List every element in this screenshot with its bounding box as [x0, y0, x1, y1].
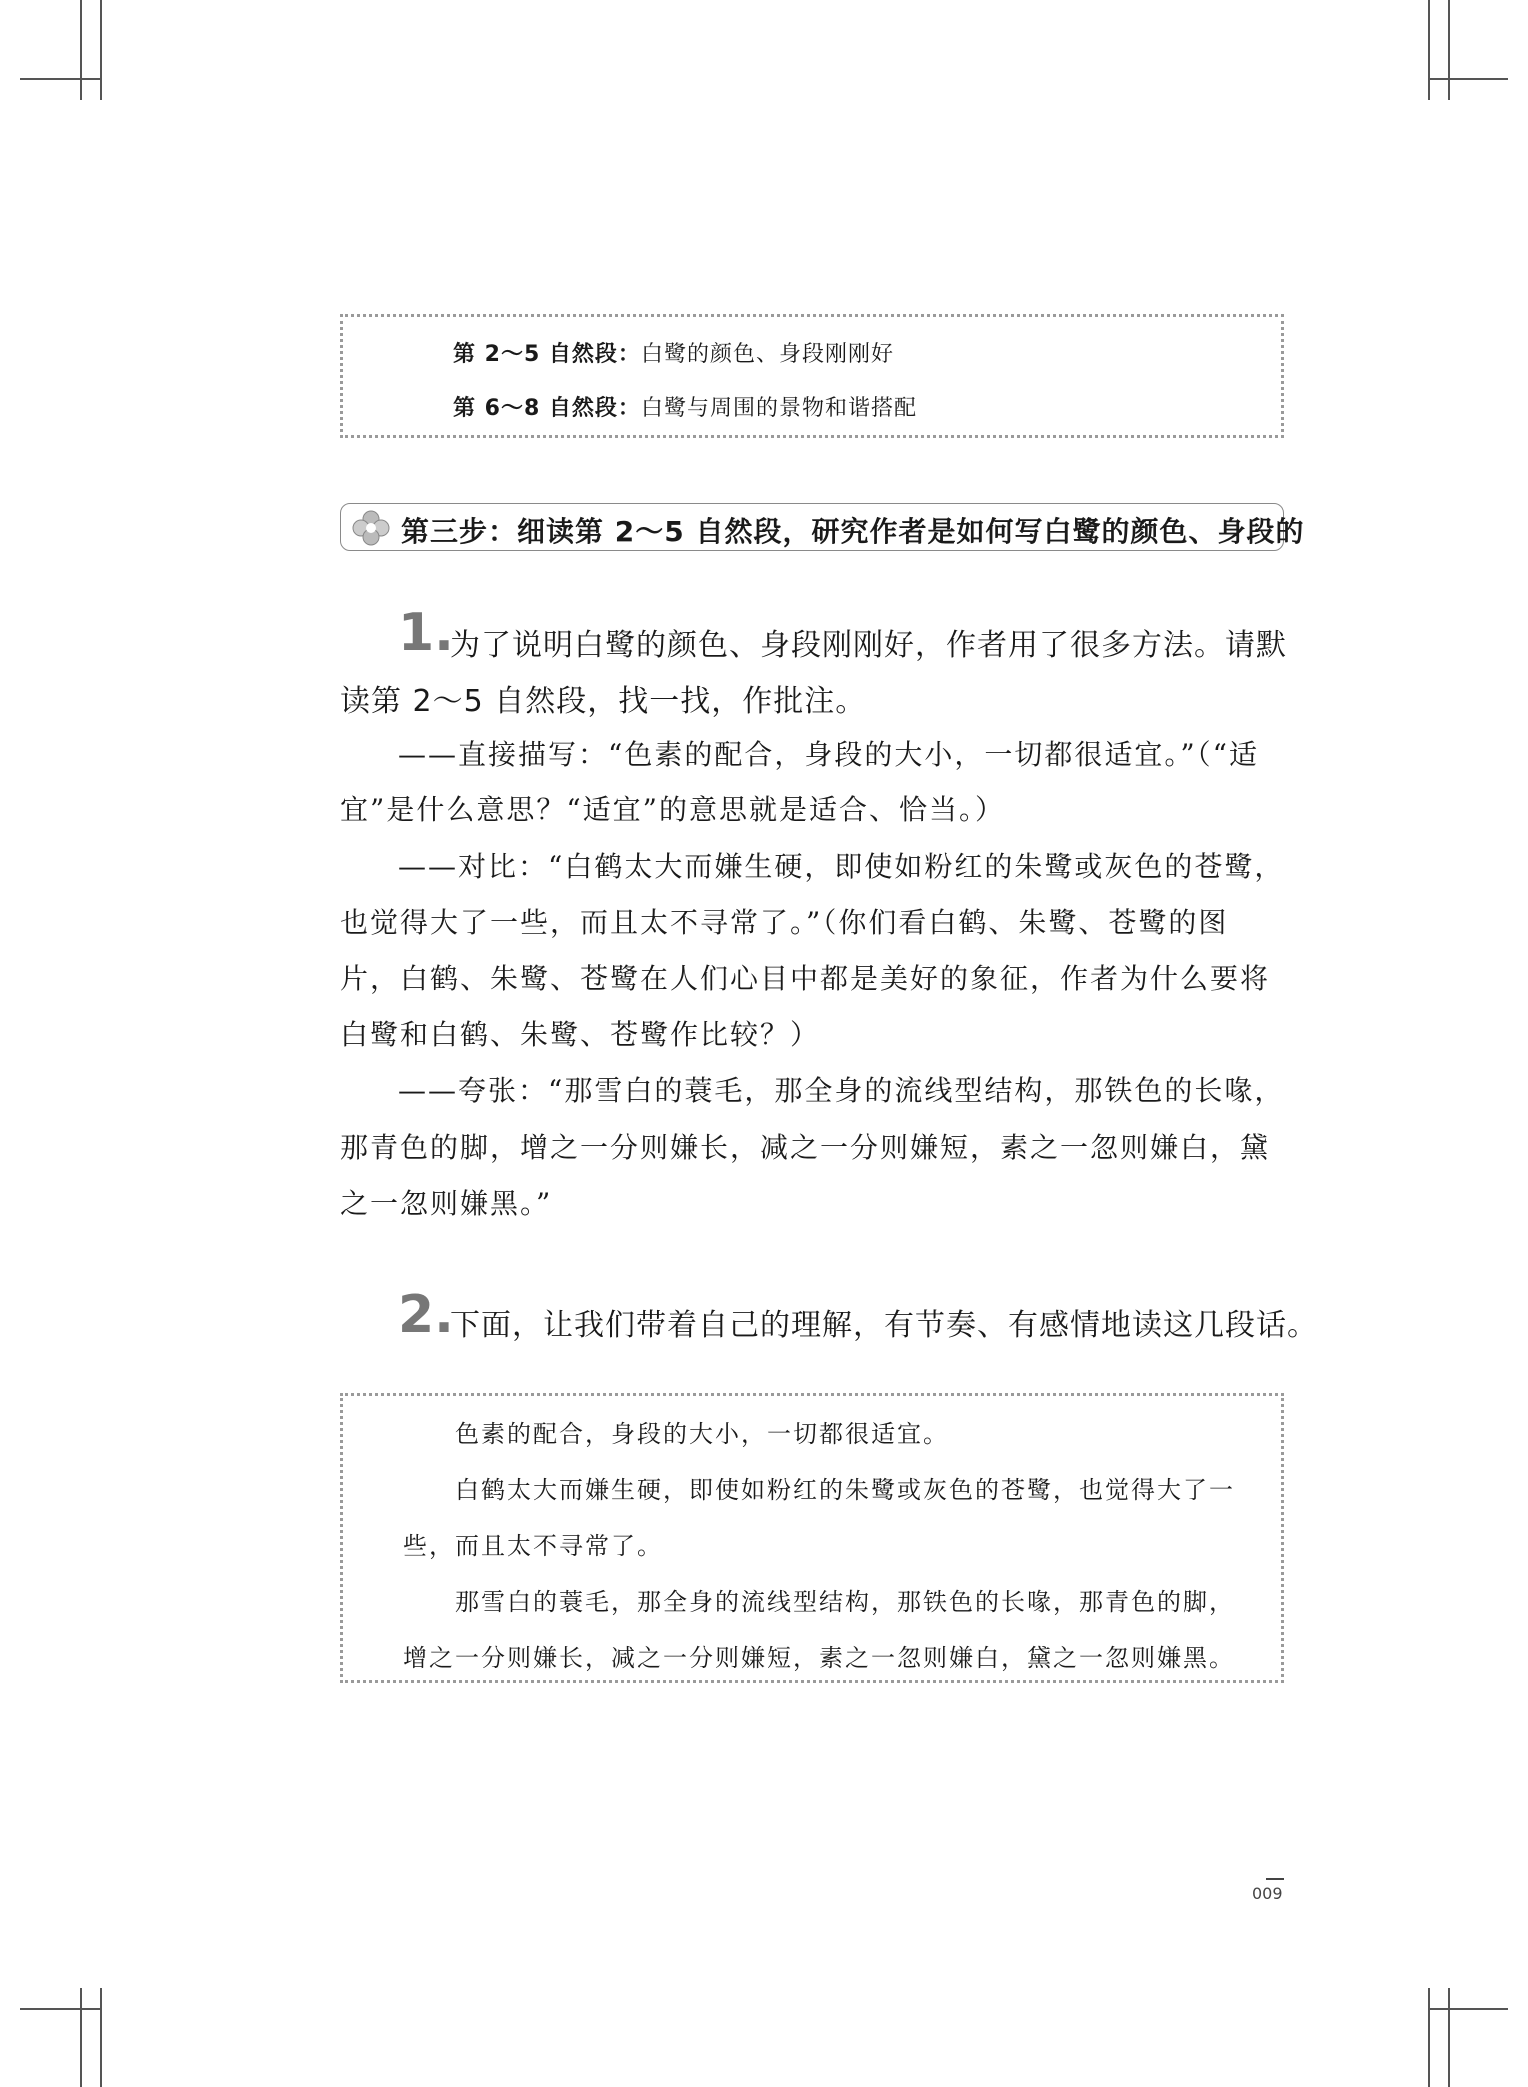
crop-mark	[1428, 0, 1430, 100]
annotation-line: 白鹭和白鹤、朱鹭、苍鹭作比较？）	[340, 1018, 821, 1051]
annotation-line: ——对比：“白鹤太大而嫌生硬，即使如粉红的朱鹭或灰色的苍鹭，	[398, 850, 1285, 883]
annotation-line: 片，白鹤、朱鹭、苍鹭在人们心目中都是美好的象征，作者为什么要将	[340, 962, 1271, 995]
annotation-line: 宜”是什么意思？“适宜”的意思就是适合、恰当。）	[340, 793, 1005, 826]
crop-mark	[1428, 2008, 1508, 2010]
outline-item	[453, 391, 917, 422]
page-number: 009	[1252, 1884, 1283, 1903]
crop-mark	[20, 78, 100, 80]
crop-mark	[1428, 1988, 1430, 2087]
annotation-line: 也觉得大了一些，而且太不寻常了。”（你们看白鹤、朱鹭、苍鹭的图	[340, 906, 1229, 939]
outline-label: 第 6～8 自然段：	[453, 396, 641, 421]
reading-line: 增之一分则嫌长，减之一分则嫌短，素之一忽则嫌白，黛之一忽则嫌黑。	[403, 1644, 1235, 1672]
step-header	[340, 503, 1305, 551]
crop-mark	[80, 0, 82, 100]
page-number-rule	[1266, 1878, 1284, 1880]
outline-box	[340, 314, 1284, 438]
question-number: 2.	[398, 1285, 454, 1345]
reading-line: 色素的配合，身段的大小，一切都很适宜。	[455, 1420, 949, 1448]
crop-mark	[100, 0, 102, 100]
crop-mark	[80, 1988, 82, 2087]
step-title: 第三步：细读第 2～5 自然段，研究作者是如何写白鹭的颜色、身段的	[401, 515, 1305, 548]
crop-mark	[1448, 0, 1450, 100]
question-number: 1.	[398, 603, 454, 663]
question-text: 读第 2～5 自然段，找一找，作批注。	[340, 684, 867, 719]
question-text: 下面，让我们带着自己的理解，有节奏、有感情地读这几段话。	[450, 1308, 1318, 1343]
annotation-line: 那青色的脚，增之一分则嫌长，减之一分则嫌短，素之一忽则嫌白，黛	[340, 1131, 1271, 1164]
outline-text: 白鹭与周围的景物和谐搭配	[640, 396, 917, 421]
reading-line: 白鹤太大而嫌生硬，即使如粉红的朱鹭或灰色的苍鹭，也觉得大了一	[455, 1476, 1235, 1504]
annotation-line: ——直接描写：“色素的配合，身段的大小，一切都很适宜。”（“适	[398, 738, 1259, 771]
reading-line: 那雪白的蓑毛，那全身的流线型结构，那铁色的长喙，那青色的脚，	[455, 1588, 1235, 1616]
crop-mark	[1448, 1988, 1450, 2087]
question-text: 为了说明白鹭的颜色、身段刚刚好，作者用了很多方法。请默	[450, 628, 1287, 663]
annotation-line: 之一忽则嫌黑。”	[340, 1187, 553, 1220]
reading-line: 些，而且太不寻常了。	[403, 1532, 663, 1560]
outline-item	[453, 337, 894, 368]
crop-mark	[1428, 78, 1508, 80]
annotation-line: ——夸张：“那雪白的蓑毛，那全身的流线型结构，那铁色的长喙，	[398, 1074, 1285, 1107]
crop-mark	[100, 1988, 102, 2087]
flower-icon	[351, 510, 391, 546]
crop-mark	[20, 2008, 100, 2010]
outline-label: 第 2～5 自然段：	[453, 342, 641, 367]
reading-box	[340, 1393, 1284, 1683]
outline-text: 白鹭的颜色、身段刚刚好	[640, 342, 894, 367]
